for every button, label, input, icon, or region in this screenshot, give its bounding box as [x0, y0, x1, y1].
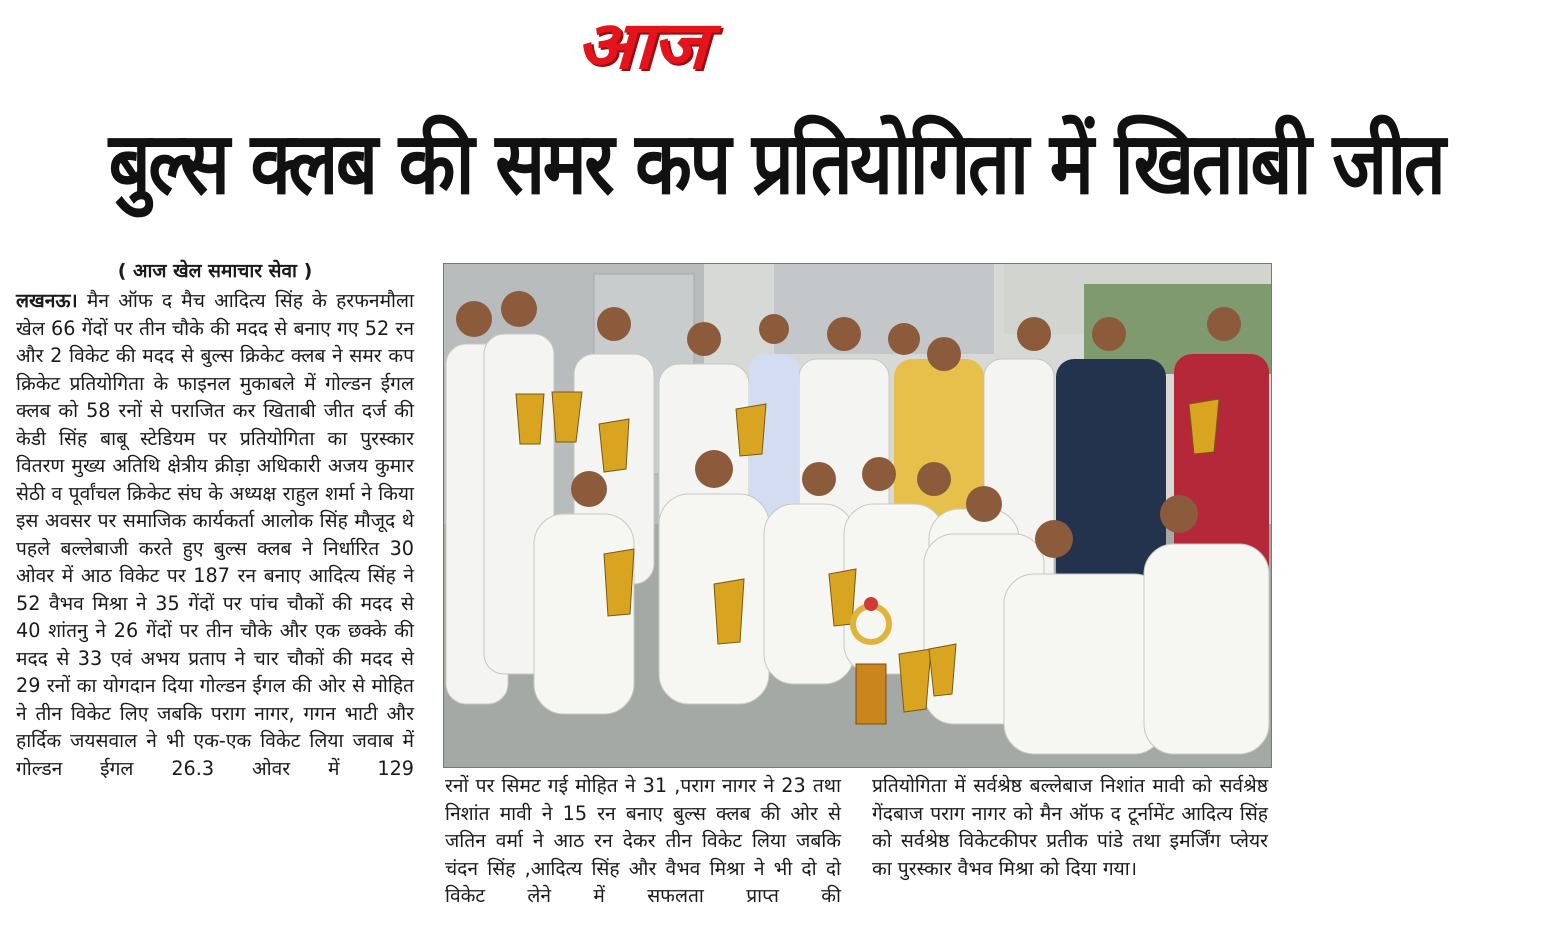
dateline: लखनऊ। — [16, 289, 78, 312]
headline — [0, 100, 1444, 230]
article-column-3 — [872, 772, 1268, 927]
team-photo — [443, 263, 1272, 768]
article-column-2 — [445, 772, 841, 927]
masthead-logo — [0, 4, 1280, 94]
article-column-1-text: मैन ऑफ द मैच आदित्य सिंह के हरफनमौला खेल 66 गेंदों पर तीन चौके की मदद से बनाए गए 52 रन और 2 विकेट की मदद से बुल्स क्रिकेट क्लब ने समर कप क्रिकेट प्रतियोगिता के फाइनल मुकाबले में गोल्डन ईगल क्लब को 58 रनों से पराजित कर खिताबी जीत दर्ज की केडी सिंह बाबू स्टेडियम पर प्रतियोगिता का पुरस्कार वितरण मुख्य अतिथि क्षेत्रीय क्रीड़ा अधिकारी अजय कुमार सेठी व पूर्वांचल क्रिकेट संघ के अध्यक्ष राहुल शर्मा ने किया इस अवसर पर समाजिक कार्यकर्ता आलोक सिंह मौजूद थे पहले बल्लेबाजी करते हुए बुल्स क्लब ने निर्धारित 30 ओवर में आठ विकेट पर 187 रन बनाए आदित्य सिंह ने 52 वैभव मिश्रा ने 35 गेंदों पर पांच चौकों की मदद से 40 शांतनु ने 26 गेंदों पर तीन चौके और एक छक्के की मदद से 33 एवं अभय प्रताप ने चार चौकों की मदद से 29 रनों का योगदान दिया गोल्डन ईगल की ओर से मोहित ने तीन विकेट लिए जबकि पराग नागर, गगन भाटी और हार्दिक जयसवाल ने भी एक-एक विकेट लिया जवाब में गोल्डन ईगल 26.3 ओवर में 129 — [16, 289, 414, 780]
article-column-3-text: प्रतियोगिता में सर्वश्रेष्ठ बल्लेबाज निशांत मावी को सर्वश्रेष्ठ गेंदबाज पराग नागर को मैन ऑफ द टूर्नामेंट आदित्य सिंह को सर्वश्रेष्ठ विकेटकीपर प्रतीक पांडे तथा इमर्जिंग प्लेयर का पुरस्कार वैभव मिश्रा को दिया गया। — [872, 774, 1268, 880]
byline: ( आज खेल समाचार सेवा ) — [117, 260, 313, 282]
headline-text: बुल्स क्लब की समर कप प्रतियोगिता में खिताबी जीत — [108, 114, 1444, 214]
article-column-1 — [16, 287, 414, 927]
article-column-2-text: रनों पर सिमट गई मोहित ने 31 ,पराग नागर ने 23 तथा निशांत मावी ने 15 रन बनाए बुल्स क्लब की ओर से जतिन वर्मा ने आठ रन देकर तीन विकेट लिया जबकि चंदन सिंह ,आदित्य सिंह और वैभव मिश्रा ने भी दो दो विकेट लेने में सफलता प्राप्त की — [445, 774, 841, 907]
masthead-name: आज — [575, 7, 705, 84]
